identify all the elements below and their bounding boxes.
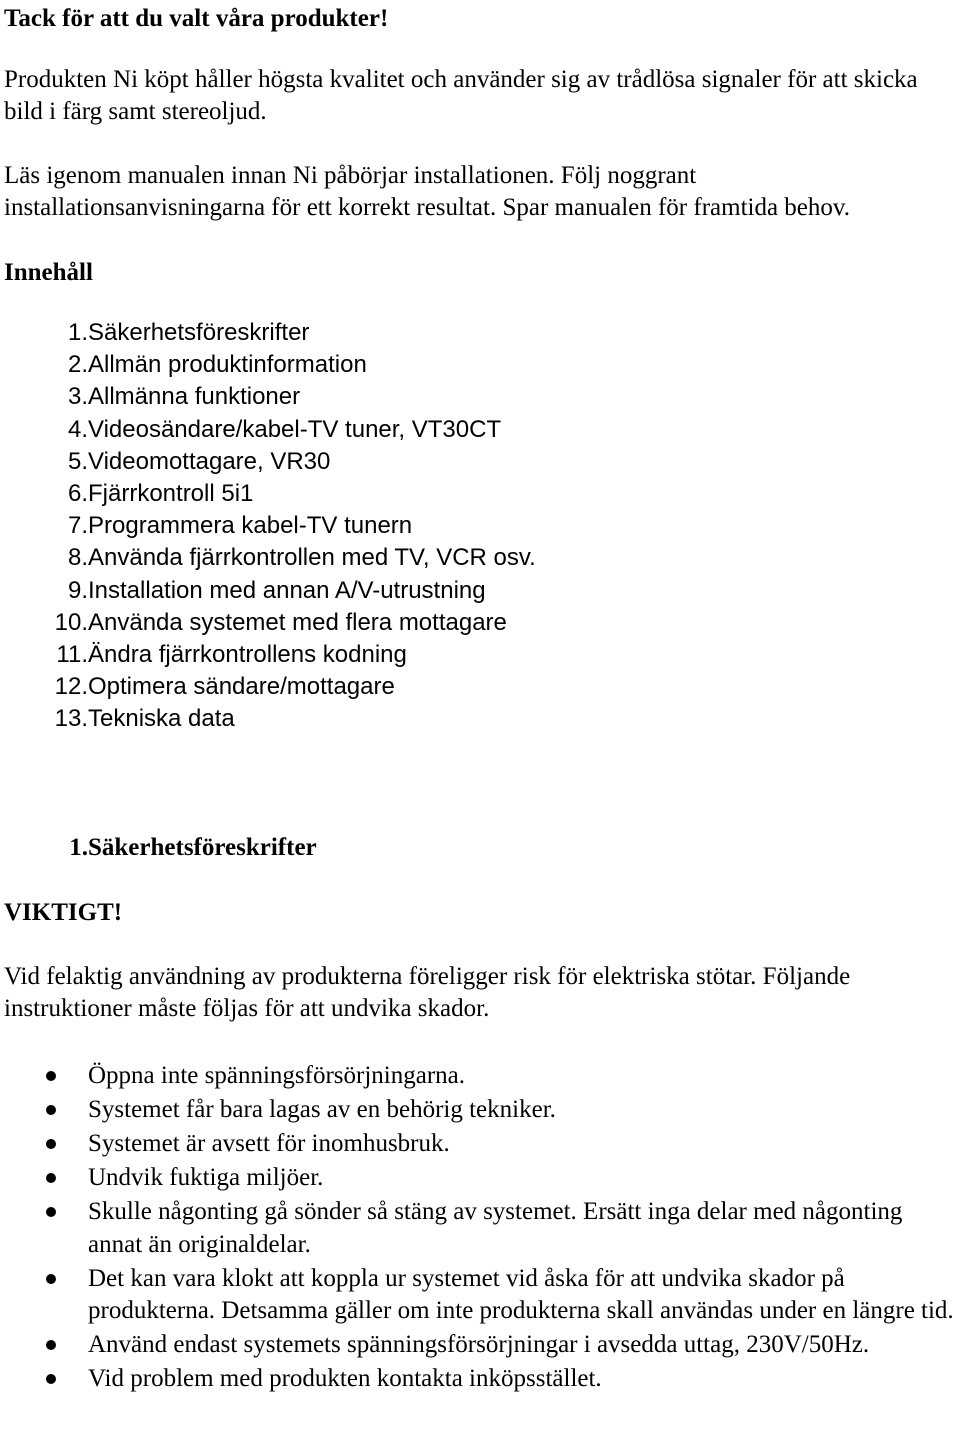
toc-item-number: 13.	[54, 705, 88, 733]
list-item-text: Systemet är avsett för inomhusbruk.	[88, 1130, 450, 1157]
toc-item-number: 4.	[67, 415, 88, 443]
toc-item-label: Programmera kabel-TV tunern	[88, 512, 413, 540]
instructions-paragraph: Läs igenom manualen innan Ni påbörjar installationen. Följ noggrant installationsanvisningarna för ett korrekt resultat. Spar manualen för framtida behov.	[4, 162, 851, 221]
section-title: Säkerhetsföreskrifter	[88, 834, 317, 861]
toc-item-number: 5.	[67, 447, 88, 475]
toc-item	[4, 414, 536, 446]
toc-item-number: 12.	[54, 673, 88, 701]
list-item-text: Systemet får bara lagas av en behörig tekniker.	[88, 1096, 556, 1123]
toc-item-label: Allmän produktinformation	[88, 351, 367, 379]
toc-item-label: Använda fjärrkontrollen med TV, VCR osv.	[88, 544, 536, 572]
bullet-icon	[46, 1274, 56, 1284]
bullet-icon	[46, 1139, 56, 1149]
toc-item-number: 11.	[56, 640, 88, 668]
toc-item-number: 8.	[67, 544, 88, 572]
toc-item-number: 10.	[54, 608, 88, 636]
list-item-text: Använd endast systemets spänningsförsörjningar i avsedda uttag, 230V/50Hz.	[88, 1331, 870, 1358]
toc-item-number: 3.	[67, 383, 88, 411]
toc-item-label: Använda systemet med flera mottagare	[88, 608, 507, 636]
list-item-text: Det kan vara klokt att koppla ur systemet vid åska för att undvika skador på produkterna. Detsamma gäller om inte produkterna skall användas under en längre tid.	[88, 1264, 954, 1324]
bullet-icon	[46, 1207, 56, 1217]
toc-item	[4, 510, 536, 542]
list-item-text: Vid problem med produkten kontakta inköpsstället.	[88, 1365, 602, 1392]
toc-item-label: Säkerhetsföreskrifter	[88, 319, 310, 346]
table-of-contents	[4, 317, 536, 735]
toc-item-label: Allmänna funktioner	[88, 383, 301, 411]
intro-paragraph: Produkten Ni köpt håller högsta kvalitet och använder sig av trådlösa signaler för att skicka bild i färg samt stereoljud.	[4, 66, 918, 125]
list-item-text: Öppna inte spänningsförsörjningarna.	[88, 1062, 466, 1089]
toc-item-label: Videomottagare, VR30	[88, 447, 331, 475]
bullet-icon	[46, 1340, 56, 1350]
list-item	[4, 1196, 960, 1261]
toc-item	[4, 575, 536, 607]
toc-item-number: 2.	[67, 351, 88, 379]
toc-item-label: Tekniska data	[88, 705, 235, 733]
section-number: 1.	[69, 834, 88, 861]
list-item	[4, 1060, 960, 1093]
warning-paragraph: Vid felaktig användning av produkterna föreligger risk för elektriska stötar. Följande instruktioner måste följas för att undvika skador.	[4, 963, 851, 1022]
list-item-text: Skulle någonting gå sönder så stäng av systemet. Ersätt inga delar med någonting annat än originaldelar.	[88, 1198, 903, 1258]
warning-label: VIKTIGT!	[4, 899, 123, 926]
page-title: Tack för att du valt våra produkter!	[4, 5, 389, 32]
toc-item-label: Videosändare/kabel-TV tuner, VT30CT	[88, 415, 502, 443]
list-item	[4, 1263, 960, 1328]
section-heading	[4, 833, 317, 863]
toc-item-number: 9.	[67, 576, 88, 604]
list-item	[4, 1128, 960, 1161]
toc-heading: Innehåll	[4, 259, 93, 286]
bullet-icon	[46, 1374, 56, 1384]
toc-item	[4, 607, 536, 639]
toc-item-number: 1.	[67, 319, 88, 346]
toc-item	[4, 671, 536, 703]
list-item	[4, 1162, 960, 1195]
toc-item	[4, 317, 536, 349]
list-item-text: Undvik fuktiga miljöer.	[88, 1164, 324, 1191]
toc-item	[4, 349, 536, 381]
bullet-icon	[46, 1105, 56, 1115]
toc-item	[4, 542, 536, 574]
toc-item-label: Ändra fjärrkontrollens kodning	[88, 640, 407, 668]
list-item	[4, 1363, 960, 1396]
bullet-icon	[46, 1071, 56, 1081]
toc-item-label: Optimera sändare/mottagare	[88, 673, 395, 701]
toc-item	[4, 478, 536, 510]
list-item	[4, 1094, 960, 1127]
list-item	[4, 1329, 960, 1362]
toc-item	[4, 381, 536, 413]
toc-item-label: Installation med annan A/V-utrustning	[88, 576, 486, 604]
toc-item-label: Fjärrkontroll 5i1	[88, 479, 254, 507]
toc-item	[4, 446, 536, 478]
safety-list	[4, 1060, 960, 1397]
bullet-icon	[46, 1173, 56, 1183]
toc-item-number: 7.	[67, 512, 88, 540]
toc-item	[4, 639, 536, 671]
toc-item-number: 6.	[67, 479, 88, 507]
toc-item	[4, 703, 536, 735]
